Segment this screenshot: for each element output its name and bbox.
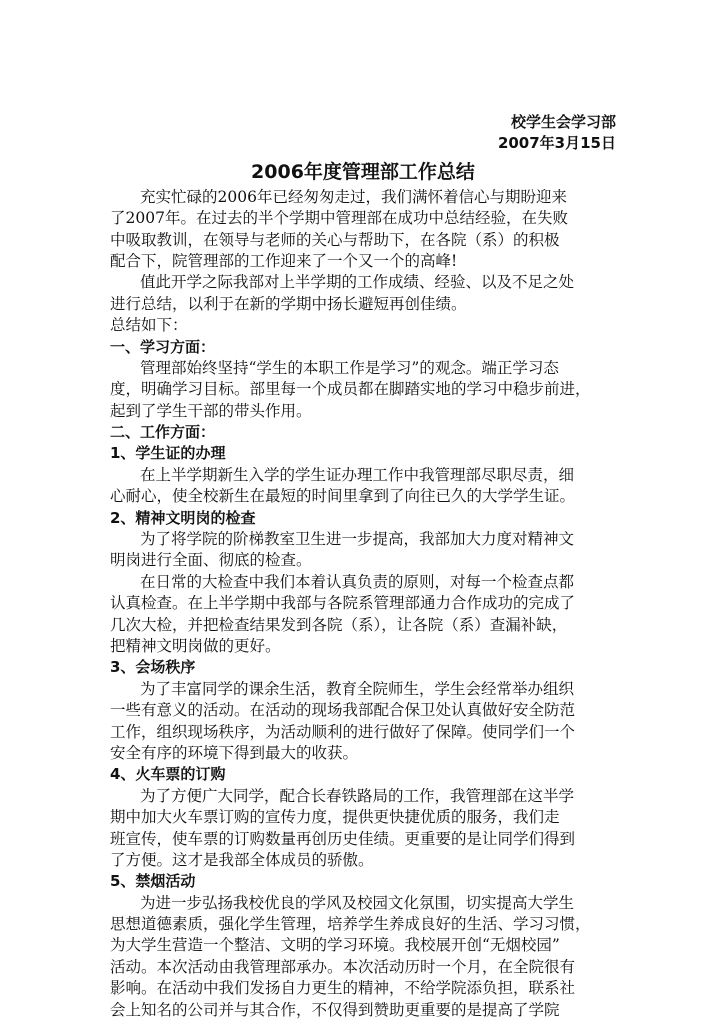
paragraph-line: 思想道德素质，强化学生管理，培养学生养成良好的生活、学习习惯， xyxy=(110,915,591,934)
paragraph-line: 认真检查。在上半学期中我部与各院系管理部通力合作成功的完成了 xyxy=(110,594,576,613)
paragraph-line: 进行总结，以利于在新的学期中扬长避短再创佳绩。 xyxy=(110,294,467,313)
paragraph-line: 为进一步弘扬我校优良的学风及校园文化氛围，切实提高大学生 xyxy=(140,893,575,912)
paragraph-line: 把精神文明岗做的更好。 xyxy=(110,636,281,655)
header-organization: 校学生会学习部 xyxy=(510,113,616,131)
paragraph-line: 在日常的大检查中我们本着认真负责的原则，对每一个检查点都 xyxy=(140,572,575,591)
paragraph-line: 为了方便广大同学，配合长春铁路局的工作，我管理部在这半学 xyxy=(140,786,575,805)
header-date: 2007年3月15日 xyxy=(497,134,616,153)
section-heading: 一、学习方面： xyxy=(110,337,216,356)
paragraph-line: 值此开学之际我部对上半学期的工作成绩、经验、以及不足之处 xyxy=(140,273,575,292)
paragraph-line: 影响。在活动中我们发扬自力更生的精神，不给学院添负担，联系社 xyxy=(110,979,576,998)
paragraph-line: 度，明确学习目标。部里每一个成员都在脚踏实地的学习中稳步前进， xyxy=(110,380,591,399)
paragraph-line: 几次大检，并把检查结果发到各院（系），让各院（系）查漏补缺， xyxy=(110,615,568,634)
paragraph-line: 总结如下： xyxy=(110,316,188,335)
subsection-heading: 3、会场秩序 xyxy=(110,658,196,677)
paragraph-line: 在上半学期新生入学的学生证办理工作中我管理部尽职尽责，细 xyxy=(140,465,575,484)
subsection-heading: 4、火车票的订购 xyxy=(110,765,226,784)
paragraph-line: 活动。本次活动由我管理部承办。本次活动历时一个月，在全院很有 xyxy=(110,957,576,976)
paragraph-line: 管理部始终坚持“学生的本职工作是学习”的观念。端正学习态 xyxy=(140,358,559,377)
paragraph-line: 了2007年。在过去的半个学期中管理部在成功中总结经验，在失败 xyxy=(110,209,568,228)
paragraph-line: 中吸取教训，在领导与老师的关心与帮助下，在各院（系）的积极 xyxy=(110,230,560,249)
document-body xyxy=(110,112,616,1021)
paragraph-line: 明岗进行全面、彻底的检查。 xyxy=(110,551,312,570)
paragraph-line: 为了将学院的阶梯教室卫生进一步提高，我部加大力度对精神文 xyxy=(140,530,575,549)
paragraph-line: 班宣传，使车票的订购数量再创历史佳绩。更重要的是让同学们得到 xyxy=(110,829,576,848)
paragraph-line: 起到了学生干部的带头作用。 xyxy=(110,401,312,420)
paragraph-line: 期中加大火车票订购的宣传力度，提供更快捷优质的服务，我们走 xyxy=(110,808,560,827)
paragraph-line: 安全有序的环境下得到最大的收获。 xyxy=(110,743,359,762)
section-heading: 二、工作方面： xyxy=(110,423,216,442)
paragraph-line: 一些有意义的活动。在活动的现场我部配合保卫处认真做好安全防范 xyxy=(110,701,576,720)
paragraph-line: 会上知名的公司并与其合作，不仅得到赞助更重要的是提高了学院 xyxy=(110,1000,560,1019)
subsection-heading: 2、精神文明岗的检查 xyxy=(110,508,256,527)
paragraph-line: 心耐心，使全校新生在最短的时间里拿到了向往已久的大学学生证。 xyxy=(110,487,576,506)
paragraph-line: 为了丰富同学的课余生活，教育全院师生，学生会经常举办组织 xyxy=(140,679,575,698)
subsection-heading: 1、学生证的办理 xyxy=(110,444,226,463)
paragraph-line: 充实忙碌的2006年已经匆匆走过，我们满怀着信心与期盼迎来 xyxy=(140,187,567,206)
paragraph-line: 了方便。这才是我部全体成员的骄傲。 xyxy=(110,850,374,869)
paragraph-line: 为大学生营造一个整洁、文明的学习环境。我校展开创“无烟校园” xyxy=(110,936,560,955)
subsection-heading: 5、禁烟活动 xyxy=(110,872,196,891)
document-title: 2006年度管理部工作总结 xyxy=(251,160,475,183)
paragraph-line: 配合下，院管理部的工作迎来了一个又一个的高峰! xyxy=(110,251,458,270)
paragraph-line: 工作，组织现场秩序，为活动顺利的进行做好了保障。使同学们一个 xyxy=(110,722,576,741)
